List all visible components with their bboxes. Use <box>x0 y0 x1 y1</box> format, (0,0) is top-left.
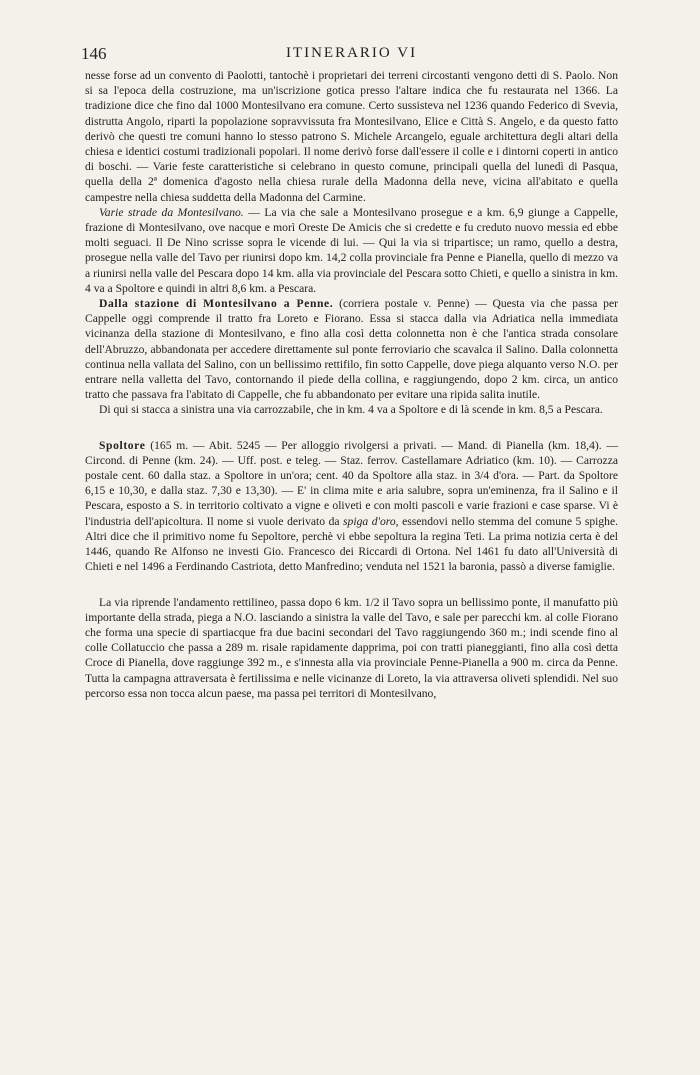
spacer <box>85 575 618 595</box>
paragraph-varie-strade <box>85 205 618 296</box>
paragraph-text: (165 m. — Abit. 5245 — Per alloggio rivolgersi a privati. — Mand. di Pianella (km. 18,4). — Circond. di Penne (km. 24). — Uff. post. e teleg. — Staz. ferrov. Castellamare Adriatico (km. 10). — Carrozza postale cent. 60 dalla staz. a Spoltore in un'ora; cent. 40 da Spoltore alla staz. in 3/4 d'ora. — Part. da Spoltore 6,15 e 10,30, e dalla staz. 7,30 e 13,30). — E' in clima mite e aria salubre, sopra un'eminenza, fra il Salino e il Pescara, esposto a S. in territorio coltivato a vigne e oliveti e con molti pascoli e varie frazioni e case sparse. Vi è l'industria dell'apicoltura. Il nome si vuole derivato da <box>85 438 618 528</box>
paragraph-text: (corriera postale v. Penne) — Questa via che passa per Cappelle oggi comprende il tratto fra Loreto e Fiorano. Essa si stacca dalla via Adriatica nella immediata vicinanza della stazione di Montesilvano, e fino alla così detta colonnetta non è che l'antica strada consolare dell'Abruzzo, abbandonata per accedere direttamente sul ponte ferroviario che scavalca il Salino. Dalla colonnetta continua nella vallata del Salino, con un bellissimo rettifilo, fin sotto Cappelle, dove piega alquanto verso N.O. per entrare nella valletta del Tavo, contornando il piede della collina, e raggiungendo, dopo 2 km. circa, un antico tratto che passava fra l'abitato di Cappelle, che fu abbandonato per evitare una ripida salita inutile. <box>85 297 618 402</box>
paragraph-text: , essendovi nello stemma del comune 5 spighe. Altri dice che il primitivo nome fu Sepoltore, perchè vi ebbe sepoltura la regina Teti. La prima notizia certa è del 1446, quando Re Alfonso ne investi Gio. Francesco dei Riccardi di Ortona. Nel 1461 fu dato all'Università di Chieti e nel 1496 a Ferdinando Castriota, detto Manfredino; venduta nel 1521 la baronia, passò a diverse famiglie. <box>85 514 619 574</box>
paragraph-carrozzabile: Di qui si stacca a sinistra una via carrozzabile, che in km. 4 va a Spoltore e di là scende in km. 8,5 a Pescara. <box>99 403 603 417</box>
body-text <box>85 68 618 701</box>
paragraph-montesilvano-history: nesse forse ad un convento di Paolotti, tantochè i proprietari dei terreni circostanti vengono detti di S. Paolo. Non si sa l'epoca della costruzione, ma un'iscrizione gotica presso l'altare indica che fu restaurata nel 1366. La tradizione dice che fino dal 1000 Montesilvano era comune. Certo sussisteva nel 1236 quando Federico di Svevia, distrutta Angolo, riparti la popolazione sopravvissuta fra Montesilvano, Elice e Città S. Angelo, e da questo fatto derivò che questi tre comuni hanno lo stesso patrono S. Michele Arcangelo, eguale architettura degli altari della chiesa e identici costumi tradizionali popolari. Il nome derivò forse dall'essere il colle e i dintorni coperti in antico di boschi. — Varie feste caratteristiche si celebrano in questo comune, principali quella del lunedì di Pasqua, quella della 2ª domenica d'agosto nella chiesa rurale della Madonna della neve, vicina all'abitato e quella campestre nella chiesa suddetta della Madonna del Carmine. <box>85 69 618 204</box>
italic-phrase: spiga d'oro <box>343 514 396 528</box>
paragraph-spoltore <box>85 438 618 575</box>
spacer <box>85 418 618 438</box>
running-title: ITINERARIO VI <box>285 45 418 61</box>
paragraph-stazione-penne <box>85 296 618 402</box>
page-header <box>81 44 618 68</box>
section-title-stazione-penne: Dalla stazione di Montesilvano a Penne. <box>99 297 334 311</box>
section-title-varie-strade: Varie strade da Montesilvano. <box>99 205 244 219</box>
page-number: 146 <box>81 44 107 63</box>
paragraph-text: — La via che sale a Montesilvano prosegue e a km. 6,9 giunge a Cappelle, frazione di Montesilvano, ove nacque e morì Oreste De Amicis che si credette e fu creduto nuovo messia ed ebbe molti seguaci. Il De Nino scrisse sopra le vicende di lui. — Qui la via si tripartisce; un ramo, quello a destra, prosegue nella valle del Tavo per riunirsi dopo km. 14,2 colla provinciale fra Penne e Pianella, quello di mezzo va a riunirsi nella valle del Pescara dopo 14 km. alla via provinciale del Pescara sotto Chieti, e quello a sinistra in km. 4 va a Spoltore e quindi in altri 8,6 km. a Pescara. <box>85 205 618 295</box>
paragraph-via-riprende: La via riprende l'andamento rettilineo, passa dopo 6 km. 1/2 il Tavo sopra un bellissimo ponte, il manufatto più importante della strada, piega a N.O. lasciando a sinistra la valle del Tavo, e sale per parecchi km. al colle Fiorano che forma una specie di spartiacque fra due bacini secondari del Tavo raggiungendo 360 m.; indi scende fino al colle Collatuccio che passa a 289 m. risale rapidamente dapprima, poi con tratti pianeggianti, fino alla così detta Croce di Pianella, dove raggiunge 392 m., e s'innesta alla via provinciale Penne-Pianella a 900 m. circa da Penne. Tutta la campagna attraversata è fertilissima e nelle vicinanze di Loreto, la via attraversa oliveti splendidi. Nel suo percorso essa non tocca alcun paese, ma passa pei territori di Montesilvano, <box>85 595 618 700</box>
section-title-spoltore: Spoltore <box>99 438 146 452</box>
